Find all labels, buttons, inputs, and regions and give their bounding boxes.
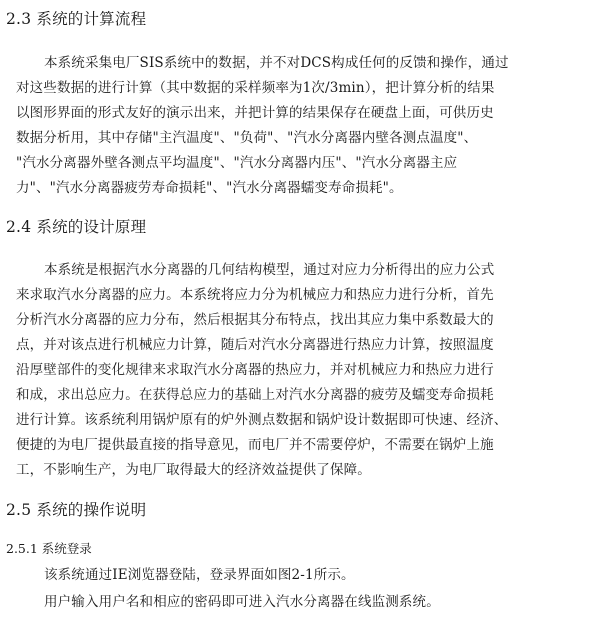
paragraph-line: 沿厚壁部件的变化规律来求取汽水分离器的热应力，并对机械应力和热应力进行 [16, 362, 494, 378]
paragraph-line: 工，不影响生产，为电厂取得最大的经济效益提供了保障。 [16, 462, 371, 478]
paragraph-line: 便捷的为电厂提供最直接的指导意见，而电厂并不需要停炉，不需要在锅炉上施 [16, 437, 494, 453]
paragraph-line: 和成，求出总应力。在获得总应力的基础上对汽水分离器的疲劳及蠕变寿命损耗 [16, 387, 494, 403]
paragraph-line: 用户输入用户名和相应的密码即可进入汽水分离器在线监测系统。 [44, 594, 440, 610]
section-2-4-heading: 2.4 系统的设计原理 [6, 218, 147, 236]
paragraph-line: 本系统是根据汽水分离器的几何结构模型，通过对应力分析得出的应力公式 [44, 262, 495, 278]
paragraph-line: 进行计算。该系统利用锅炉原有的炉外测点数据和锅炉设计数据即可快速、经济、 [16, 412, 508, 428]
paragraph-line: "汽水分离器外壁各测点平均温度"、"汽水分离器内压"、"汽水分离器主应 [16, 155, 458, 171]
paragraph-line: 本系统采集电厂SIS系统中的数据，并不对DCS构成任何的反馈和操作，通过 [44, 55, 509, 71]
paragraph-line: 点，并对该点进行机械应力计算，随后对汽水分离器进行热应力计算，按照温度 [16, 337, 494, 353]
paragraph-line: 对这些数据的进行计算（其中数据的采样频率为1次/3min），把计算分析的结果 [16, 80, 495, 96]
paragraph-line: 该系统通过IE浏览器登陆，登录界面如图2-1所示。 [44, 567, 355, 583]
section-2-3-heading: 2.3 系统的计算流程 [6, 10, 147, 28]
paragraph-line: 力"、"汽水分离器疲劳寿命损耗"、"汽水分离器蠕变寿命损耗"。 [16, 180, 403, 196]
paragraph-line: 来求取汽水分离器的应力。本系统将应力分为机械应力和热应力进行分析，首先 [16, 287, 494, 303]
paragraph-line: 分析汽水分离器的应力分布，然后根据其分布特点，找出其应力集中系数最大的 [16, 312, 494, 328]
section-2-5-heading: 2.5 系统的操作说明 [6, 501, 147, 519]
subsection-2-5-1-heading: 2.5.1 系统登录 [6, 541, 92, 556]
paragraph-line: 数据分析用，其中存储"主汽温度"、"负荷"、"汽水分离器内壁各测点温度"、 [16, 130, 478, 146]
paragraph-line: 以图形界面的形式友好的演示出来，并把计算的结果保存在硬盘上面，可供历史 [16, 105, 494, 121]
